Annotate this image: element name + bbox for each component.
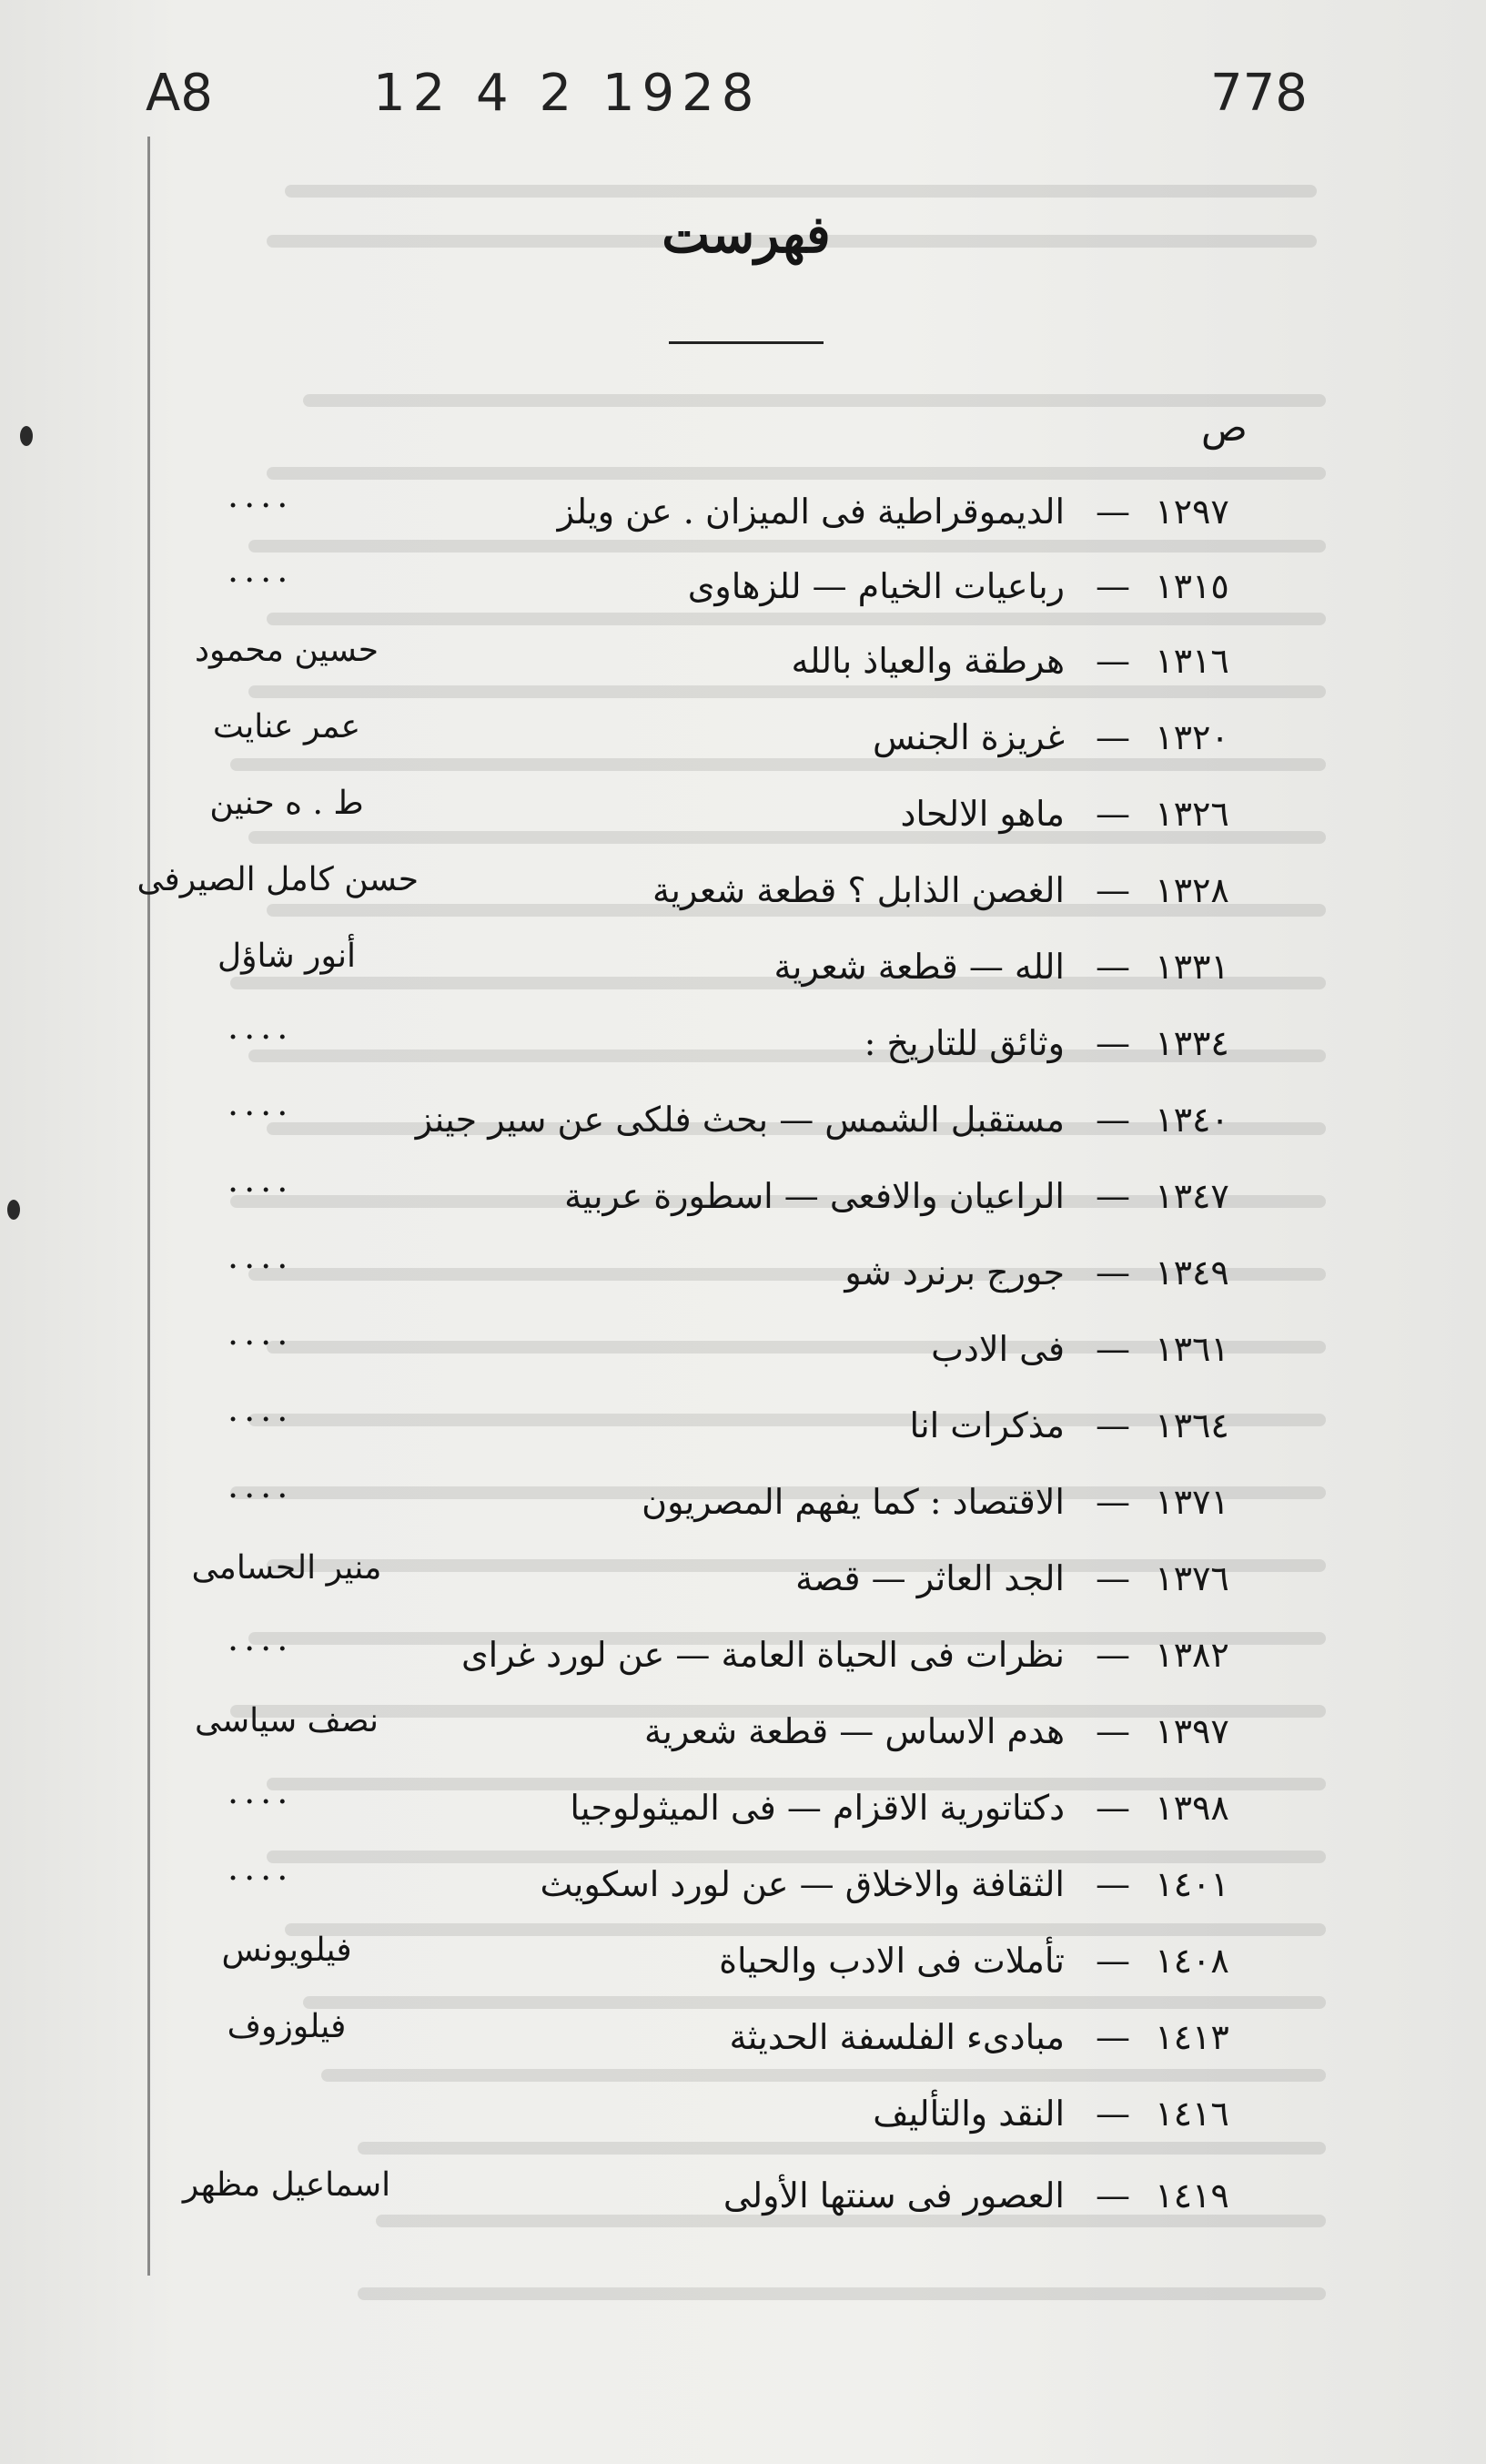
toc-separator: — (1096, 1558, 1130, 1598)
toc-entry (155, 1618, 1247, 1689)
toc-article-title: غريزة الجنس (873, 717, 1065, 757)
toc-entry (155, 1771, 1247, 1842)
toc-entry (155, 1702, 1247, 1766)
toc-article-title: الاقتصاد : كما يفهم المصريون (642, 1482, 1065, 1522)
toc-entry (155, 475, 1247, 546)
toc-separator: — (1096, 1176, 1130, 1216)
toc-page-number: ١٣٤٩ (1155, 1252, 1229, 1293)
toc-entry (155, 2166, 1247, 2230)
binding-hole-top (20, 426, 33, 446)
toc-separator: — (1096, 2094, 1130, 2134)
toc-dots: .... (227, 1465, 294, 1506)
toc-article-title: رباعيات الخيام — للزهاوى (687, 566, 1065, 606)
toc-entry (155, 1389, 1247, 1460)
toc-dots: .... (227, 1083, 294, 1123)
toc-page-number: ١٣٢٦ (1155, 794, 1229, 834)
toc-dots: .... (227, 550, 294, 590)
toc-entry (155, 1549, 1247, 1613)
toc-article-title: وثائق للتاريخ : (864, 1023, 1065, 1063)
toc-dots: .... (227, 1236, 294, 1276)
toc-separator: — (1096, 1252, 1130, 1293)
toc-page-number: ١٣٣١ (1155, 947, 1229, 987)
toc-page-number: ١٣٢٨ (1155, 870, 1229, 910)
toc-author: فيلوزوف (227, 2008, 347, 2045)
toc-entry (155, 708, 1247, 772)
handwritten-page-number: 778 (1210, 64, 1308, 123)
toc-separator: — (1096, 1100, 1130, 1140)
toc-entry (155, 1932, 1247, 1995)
toc-page-number: ١٣١٥ (1155, 566, 1229, 606)
toc-page-number: ١٤١٦ (1155, 2094, 1229, 2134)
toc-page-number: ١٣٢٠ (1155, 717, 1229, 757)
toc-separator: — (1096, 794, 1130, 834)
toc-article-title: دكتاتورية الاقزام — فى الميثولوجيا (570, 1788, 1065, 1828)
toc-article-title: النقد والتأليف (873, 2094, 1065, 2134)
binding-hole-middle (7, 1200, 20, 1220)
toc-dots: .... (227, 1618, 294, 1658)
toc-entry (155, 1083, 1247, 1154)
page-column-mark: ص (1201, 405, 1248, 450)
toc-page-number: ١٣٧١ (1155, 1482, 1229, 1522)
toc-separator: — (1096, 1864, 1130, 1904)
toc-page-number: ١٣٣٤ (1155, 1023, 1229, 1063)
toc-page-number: ١٣٨٢ (1155, 1635, 1229, 1675)
toc-page-number: ١٣٦٤ (1155, 1405, 1229, 1445)
toc-separator: — (1096, 492, 1130, 532)
toc-article-title: نظرات فى الحياة العامة — عن لورد غراى (460, 1635, 1065, 1675)
toc-article-title: مبادىء الفلسفة الحديثة (729, 2017, 1065, 2057)
toc-page-number: ١٤٠١ (1155, 1864, 1229, 1904)
toc-article-title: جورج برنرد شو (844, 1252, 1065, 1293)
toc-separator: — (1096, 1023, 1130, 1063)
toc-entry (155, 938, 1247, 1001)
toc-entry (155, 1313, 1247, 1384)
toc-page-number: ١٤١٩ (1155, 2175, 1229, 2216)
toc-article-title: هرطقة والعياذ بالله (791, 641, 1065, 681)
toc-dots: .... (227, 1160, 294, 1200)
toc-entry (155, 2084, 1247, 2148)
toc-entry (155, 2008, 1247, 2072)
toc-page-number: ١٣٤٧ (1155, 1176, 1229, 1216)
toc-dots: .... (227, 1313, 294, 1353)
toc-separator: — (1096, 1941, 1130, 1981)
toc-entry (155, 1848, 1247, 1919)
page-title: فهرست (662, 205, 831, 265)
toc-article-title: العصور فى سنتها الأولى (723, 2175, 1065, 2216)
toc-article-title: ماهو الالحاد (900, 794, 1065, 834)
toc-article-title: الجد العاثر — قصة (795, 1558, 1065, 1598)
toc-author: عمر عنايت (212, 708, 361, 745)
toc-page-number: ١٣٧٦ (1155, 1558, 1229, 1598)
toc-page-number: ١٣٦١ (1155, 1329, 1229, 1369)
toc-dots: .... (227, 1007, 294, 1047)
toc-separator: — (1096, 1329, 1130, 1369)
toc-page-number: ١٤٠٨ (1155, 1941, 1229, 1981)
title-underline (669, 341, 824, 344)
toc-separator: — (1096, 1405, 1130, 1445)
toc-separator: — (1096, 870, 1130, 910)
toc-author: حسن كامل الصيرفى (136, 861, 419, 898)
toc-separator: — (1096, 1788, 1130, 1828)
toc-entry (155, 1236, 1247, 1307)
toc-separator: — (1096, 566, 1130, 606)
toc-page-number: ١٣٤٠ (1155, 1100, 1229, 1140)
toc-dots: .... (227, 1771, 294, 1811)
toc-dots: .... (227, 1848, 294, 1888)
toc-article-title: الثقافة والاخلاق — عن لورد اسكويث (540, 1864, 1065, 1904)
toc-article-title: هدم الاساس — قطعة شعرية (644, 1711, 1065, 1751)
handwritten-left-mark: A8 (146, 64, 213, 123)
toc-separator: — (1096, 2017, 1130, 2057)
toc-separator: — (1096, 947, 1130, 987)
toc-entry (155, 550, 1247, 621)
toc-page-number: ١٢٩٧ (1155, 492, 1229, 532)
toc-article-title: مذكرات انا (909, 1405, 1065, 1445)
toc-article-title: الله — قطعة شعرية (773, 947, 1065, 987)
toc-author: ط . ه حنين (209, 785, 364, 822)
toc-dots: .... (227, 1389, 294, 1429)
toc-author: نصف سياسى (194, 1702, 379, 1739)
toc-article-title: الراعيان والافعى — اسطورة عربية (564, 1176, 1065, 1216)
toc-author: أنور شاؤل (217, 938, 357, 975)
toc-entry (155, 1465, 1247, 1536)
toc-article-title: الغصن الذابل ؟ قطعة شعرية (652, 870, 1065, 910)
toc-separator: — (1096, 1482, 1130, 1522)
toc-page-number: ١٣٩٨ (1155, 1788, 1229, 1828)
toc-page-number: ١٣١٦ (1155, 641, 1229, 681)
toc-separator: — (1096, 1635, 1130, 1675)
handwritten-date: 12 4 2 1928 (373, 64, 762, 123)
toc-separator: — (1096, 717, 1130, 757)
toc-article-title: فى الادب (931, 1329, 1065, 1369)
toc-author: حسين محمود (194, 632, 379, 669)
toc-author: اسماعيل مظهر (182, 2166, 391, 2204)
margin-rule (147, 137, 150, 2276)
toc-article-title: تأملات فى الادب والحياة (719, 1941, 1065, 1981)
toc-author: فيلويونس (221, 1932, 352, 1969)
toc-article-title: الديموقراطية فى الميزان . عن ويلز (557, 492, 1065, 532)
toc-page-number: ١٤١٣ (1155, 2017, 1229, 2057)
toc-separator: — (1096, 641, 1130, 681)
toc-dots: .... (227, 475, 294, 515)
toc-entry (155, 1007, 1247, 1078)
toc-entry (136, 861, 1247, 925)
toc-page-number: ١٣٩٧ (1155, 1711, 1229, 1751)
toc-article-title: مستقبل الشمس — بحث فلكى عن سير جينز (415, 1100, 1065, 1140)
toc-separator: — (1096, 1711, 1130, 1751)
toc-entry (155, 632, 1247, 695)
toc-entry (155, 1160, 1247, 1231)
toc-author: منير الحسامى (191, 1549, 382, 1587)
toc-entry (155, 785, 1247, 848)
toc-separator: — (1096, 2175, 1130, 2216)
